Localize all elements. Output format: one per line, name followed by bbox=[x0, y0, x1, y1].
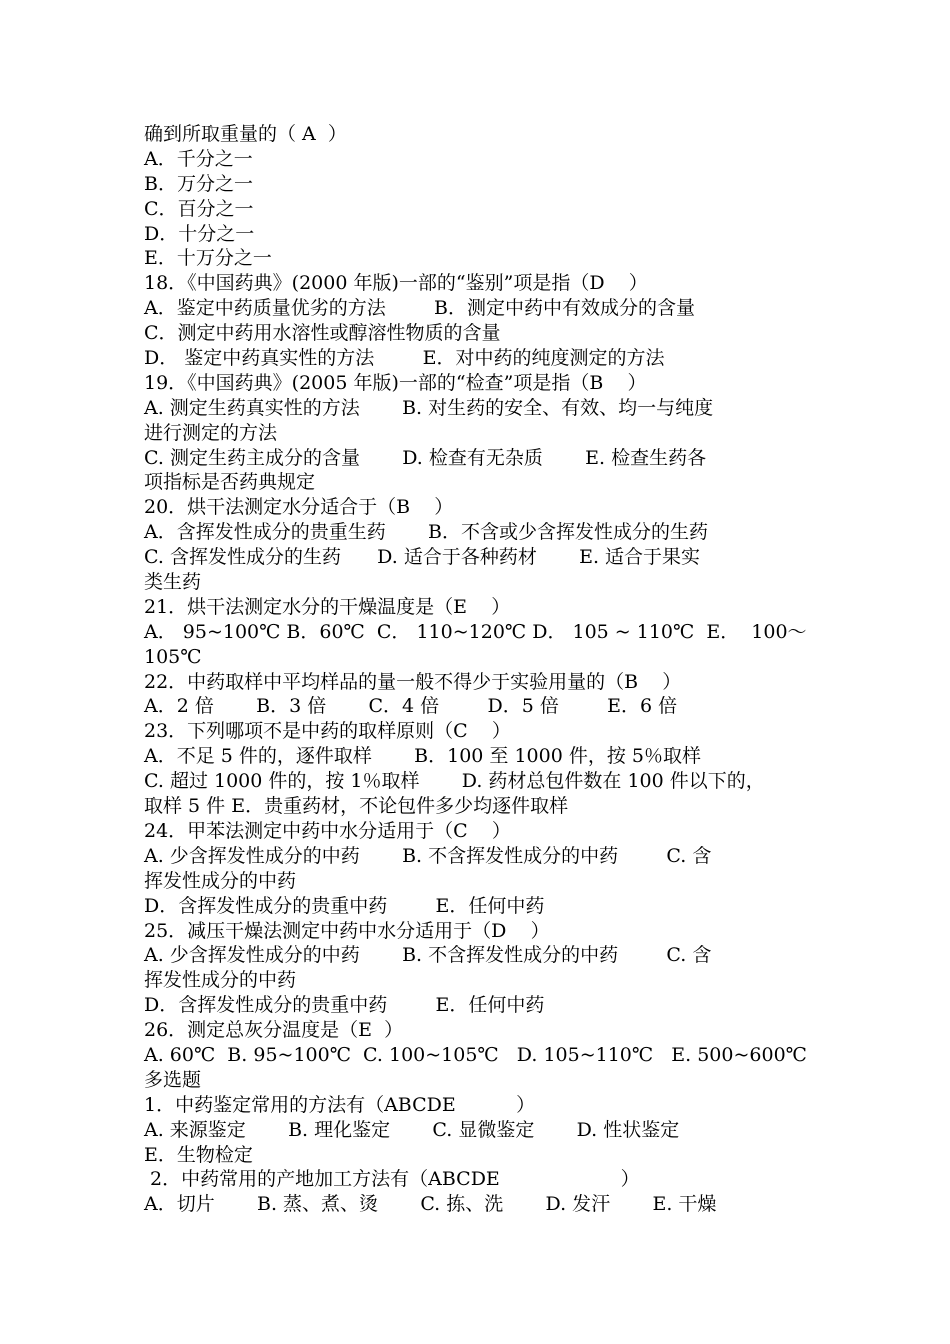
text-line: C. 含挥发性成分的生药 D. 适合于各种药材 E. 适合于果实 bbox=[144, 546, 701, 569]
text-line: A. 60℃ B. 95~100℃ C. 100~105℃ D. 105~110℃ E. 500~600℃ bbox=[144, 1043, 807, 1066]
question-text-body bbox=[144, 122, 824, 1217]
text-line: D．十分之一 bbox=[144, 222, 255, 245]
text-line: A．千分之一 bbox=[144, 147, 253, 170]
text-line: 20．烘干法测定水分适合于（B ） bbox=[144, 496, 454, 519]
text-line: 进行测定的方法 bbox=[144, 421, 278, 444]
text-line: 18．《中国药典》(2000 年版)一部的“鉴别”项是指（D ） bbox=[144, 272, 648, 295]
text-line: A．鉴定中药质量优劣的方法 B．测定中药中有效成分的含量 bbox=[144, 297, 696, 320]
text-line: 105℃ bbox=[144, 645, 202, 668]
text-line: C．测定中药用水溶性或醇溶性物质的含量 bbox=[144, 322, 501, 345]
text-line: D．含挥发性成分的贵重中药 E．任何中药 bbox=[144, 994, 545, 1017]
text-line: 挥发性成分的中药 bbox=[144, 869, 297, 892]
text-line: A. 来源鉴定 B. 理化鉴定 C. 显微鉴定 D. 性状鉴定 bbox=[144, 1118, 680, 1141]
text-line: 挥发性成分的中药 bbox=[144, 969, 297, 992]
text-line: 19．《中国药典》(2005 年版)一部的“检查”项是指（B ） bbox=[144, 371, 647, 394]
text-line: E．十万分之一 bbox=[144, 247, 272, 270]
text-line: 23．下列哪项不是中药的取样原则（C ） bbox=[144, 720, 511, 743]
text-line: 1．中药鉴定常用的方法有（ABCDE ） bbox=[144, 1093, 536, 1116]
text-line: E．生物检定 bbox=[144, 1143, 253, 1166]
text-line: A. 测定生药真实性的方法 B. 对生药的安全、有效、均一与纯度 bbox=[144, 396, 714, 419]
text-line: B．万分之一 bbox=[144, 172, 253, 195]
text-line: 项指标是否药典规定 bbox=[144, 471, 316, 494]
text-line: A. 少含挥发性成分的中药 B. 不含挥发性成分的中药 C. 含 bbox=[144, 944, 712, 967]
text-line: A．2 倍 B．3 倍 C．4 倍 D．5 倍 E．6 倍 bbox=[144, 695, 678, 718]
text-line: A．不足 5 件的，逐件取样 B．100 至 1000 件，按 5％取样 bbox=[144, 745, 701, 768]
text-line: 24．甲苯法测定中药中水分适用于（C ） bbox=[144, 819, 511, 842]
text-line: C. 测定生药主成分的含量 D. 检查有无杂质 E. 检查生药各 bbox=[144, 446, 707, 469]
text-line: C. 超过 1000 件的，按 1％取样 D. 药材总包件数在 100 件以下的， bbox=[144, 770, 765, 793]
text-line: 取样 5 件 E．贵重药材，不论包件多少均逐件取样 bbox=[144, 795, 569, 818]
text-line: 21．烘干法测定水分的干燥温度是（E ） bbox=[144, 595, 511, 618]
text-line: 类生药 bbox=[144, 571, 202, 594]
section-heading: 多选题 bbox=[144, 1068, 202, 1091]
text-line: D．含挥发性成分的贵重中药 E．任何中药 bbox=[144, 894, 545, 917]
text-line: C．百分之一 bbox=[144, 197, 254, 220]
text-line: 26．测定总灰分温度是（E ） bbox=[144, 1019, 404, 1042]
text-line: A．切片 B. 蒸、煮、烫 C. 拣、洗 D. 发汗 E. 干燥 bbox=[144, 1193, 717, 1216]
text-line: 25．减压干燥法测定中药中水分适用于（D ） bbox=[144, 919, 550, 942]
text-line: A. 少含挥发性成分的中药 B. 不含挥发性成分的中药 C. 含 bbox=[144, 844, 712, 867]
text-line: 2．中药常用的产地加工方法有（ABCDE ） bbox=[144, 1168, 640, 1191]
text-line: A．含挥发性成分的贵重生药 B．不含或少含挥发性成分的生药 bbox=[144, 521, 708, 544]
text-line: A． 95~100℃ B．60℃ C． 110~120℃ D． 105 ~ 110℃ E． 100～ bbox=[144, 620, 807, 643]
text-line: 确到所取重量的（ A ） bbox=[144, 123, 347, 145]
text-line: D． 鉴定中药真实性的方法 E．对中药的纯度测定的方法 bbox=[144, 347, 665, 370]
text-line: 22．中药取样中平均样品的量一般不得少于实验用量的（B ） bbox=[144, 670, 682, 693]
